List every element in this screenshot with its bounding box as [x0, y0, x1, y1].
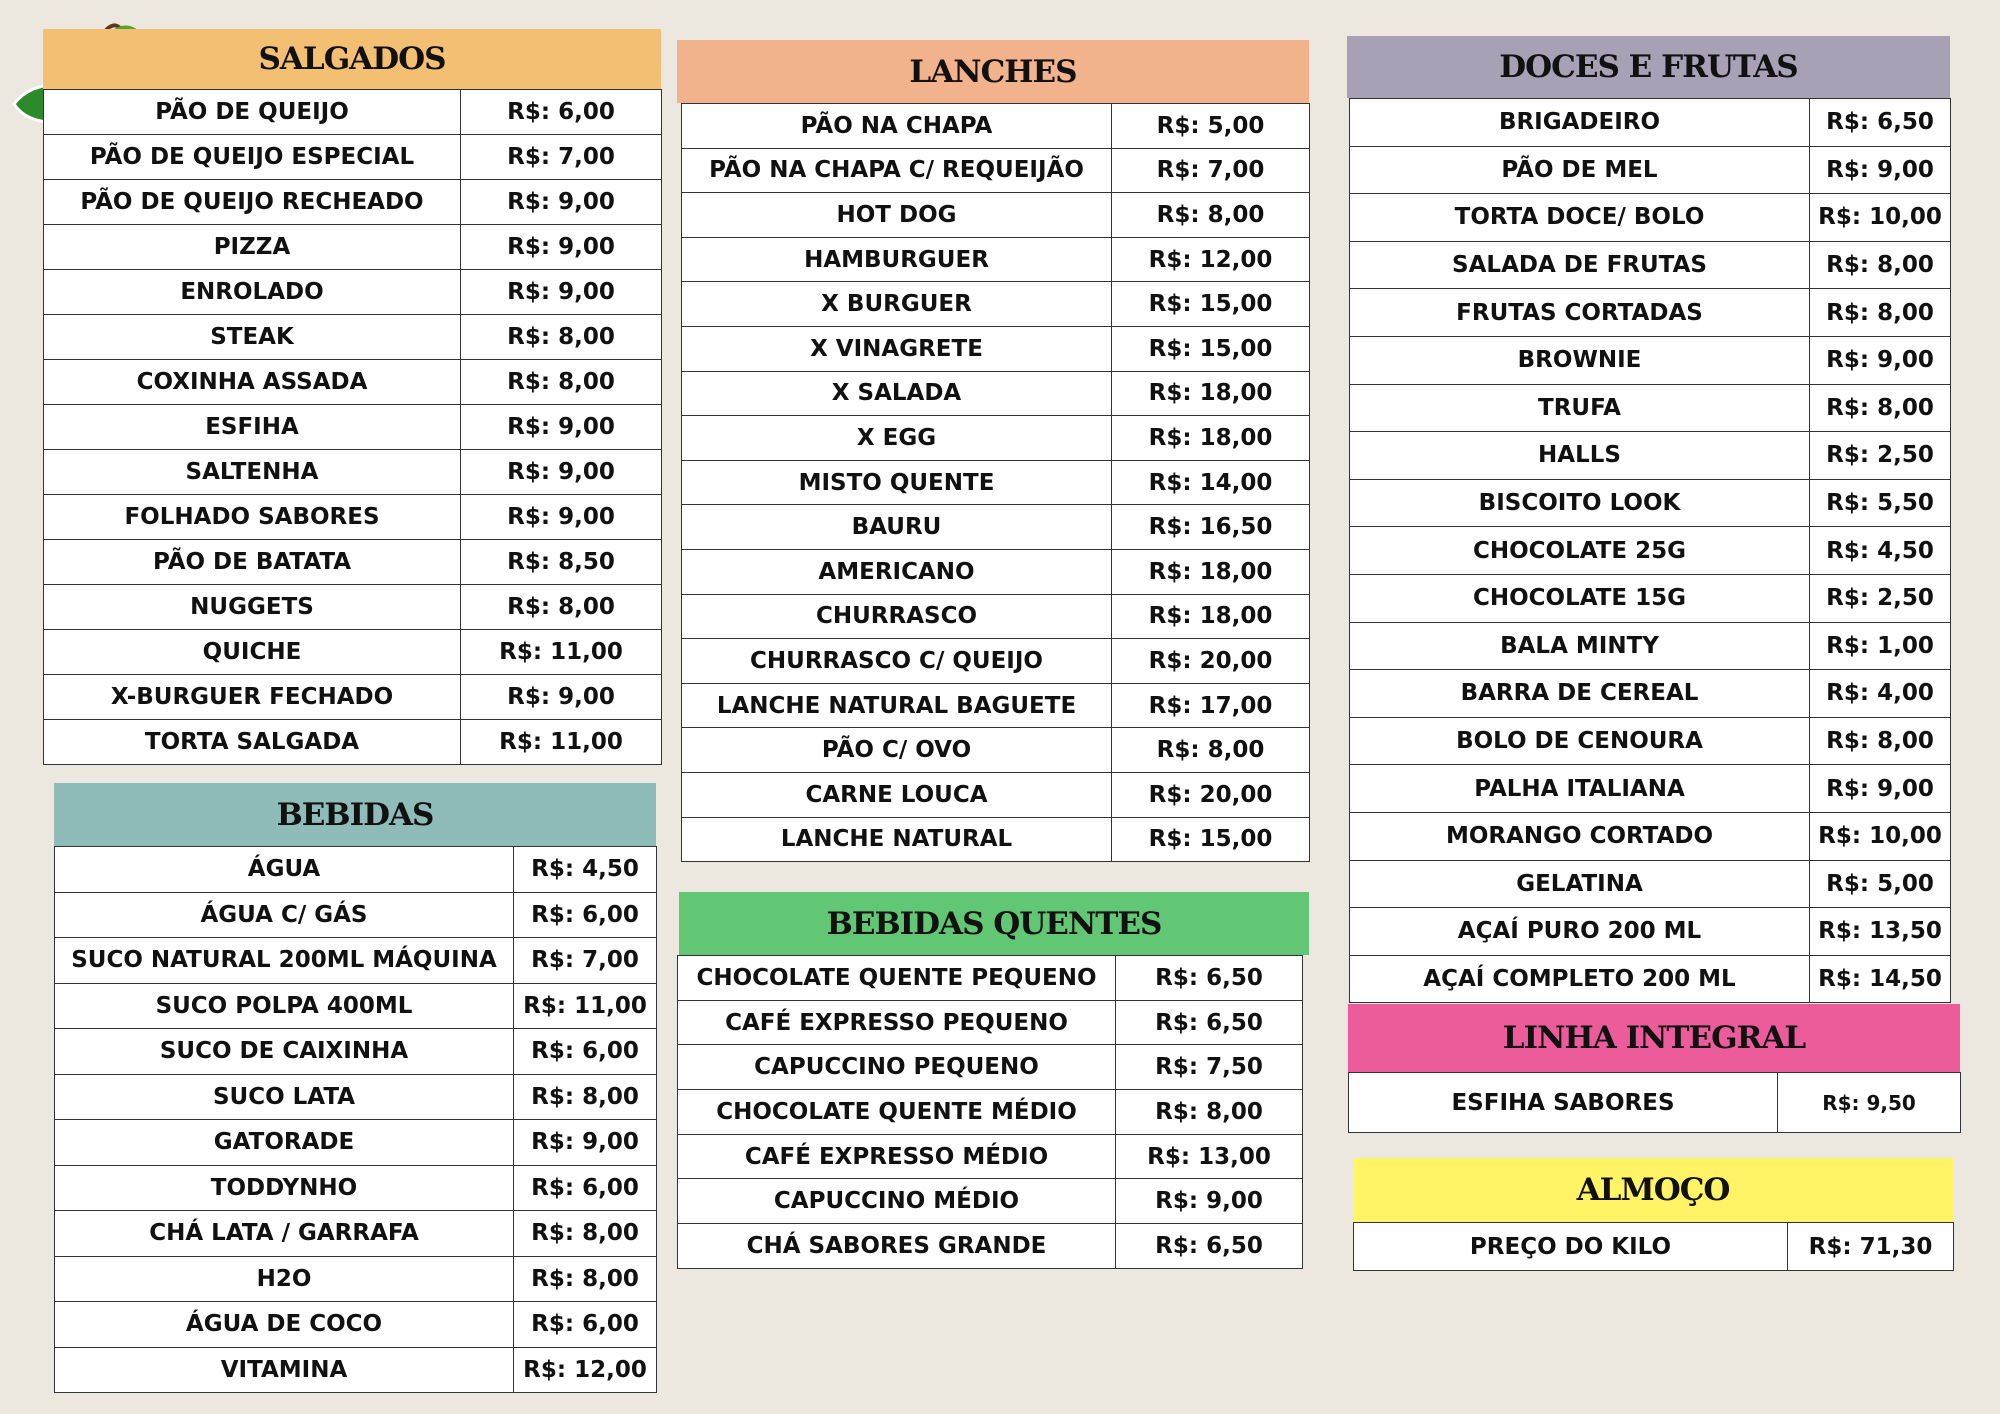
menu-row — [55, 892, 657, 938]
item-price: R$: 9,50 — [1778, 1073, 1961, 1133]
item-name: QUICHE — [44, 630, 461, 675]
menu-table — [677, 955, 1303, 1269]
item-price: R$: 11,00 — [514, 983, 657, 1029]
section-almoco — [1353, 1158, 1953, 1271]
menu-row — [682, 505, 1310, 550]
section-doces-frutas — [1347, 36, 1950, 1003]
item-price: R$: 6,00 — [514, 1165, 657, 1211]
item-price: R$: 4,00 — [1810, 670, 1951, 718]
menu-row — [44, 585, 662, 630]
menu-row — [1350, 717, 1951, 765]
menu-row — [678, 1000, 1303, 1045]
item-price: R$: 8,00 — [1810, 717, 1951, 765]
menu-row — [682, 416, 1310, 461]
item-name: LANCHE NATURAL BAGUETE — [682, 683, 1112, 728]
item-name: SALADA DE FRUTAS — [1350, 241, 1810, 289]
item-name: ESFIHA SABORES — [1349, 1073, 1778, 1133]
item-name: CHOCOLATE 15G — [1350, 574, 1810, 622]
item-name: PÃO C/ OVO — [682, 728, 1112, 773]
menu-row — [1350, 194, 1951, 242]
item-name: MISTO QUENTE — [682, 460, 1112, 505]
menu-row — [1350, 527, 1951, 575]
item-name: PÃO DE MEL — [1350, 146, 1810, 194]
item-price: R$: 5,50 — [1810, 479, 1951, 527]
item-price: R$: 15,00 — [1112, 326, 1310, 371]
menu-row — [44, 135, 662, 180]
item-name: BAURU — [682, 505, 1112, 550]
menu-row — [1350, 336, 1951, 384]
menu-row — [1350, 670, 1951, 718]
item-name: BISCOITO LOOK — [1350, 479, 1810, 527]
item-name: X-BURGUER FECHADO — [44, 675, 461, 720]
menu-table — [1353, 1222, 1954, 1271]
menu-row — [682, 104, 1310, 149]
item-name: SUCO POLPA 400ML — [55, 983, 514, 1029]
item-price: R$: 6,00 — [514, 1302, 657, 1348]
item-name: CAFÉ EXPRESSO PEQUENO — [678, 1000, 1116, 1045]
menu-row — [1350, 574, 1951, 622]
menu-row — [678, 1179, 1303, 1224]
item-price: R$: 6,00 — [514, 892, 657, 938]
menu-row — [682, 193, 1310, 238]
item-price: R$: 17,00 — [1112, 683, 1310, 728]
menu-row — [1350, 99, 1951, 147]
menu-row — [682, 460, 1310, 505]
menu-row — [44, 315, 662, 360]
item-price: R$: 5,00 — [1810, 860, 1951, 908]
item-price: R$: 18,00 — [1112, 371, 1310, 416]
item-name: PALHA ITALIANA — [1350, 765, 1810, 813]
item-price: R$: 7,00 — [461, 135, 662, 180]
item-name: ÁGUA DE COCO — [55, 1302, 514, 1348]
item-name: CAPUCCINO MÉDIO — [678, 1179, 1116, 1224]
section-title: ALMOÇO — [1353, 1158, 1953, 1222]
item-name: AÇAÍ PURO 200 ML — [1350, 908, 1810, 956]
item-name: NUGGETS — [44, 585, 461, 630]
menu-row — [682, 772, 1310, 817]
item-price: R$: 18,00 — [1112, 594, 1310, 639]
item-price: R$: 20,00 — [1112, 772, 1310, 817]
item-price: R$: 9,00 — [461, 180, 662, 225]
menu-row — [1350, 908, 1951, 956]
item-price: R$: 9,00 — [461, 405, 662, 450]
item-price: R$: 9,00 — [461, 225, 662, 270]
item-name: PÃO DE QUEIJO — [44, 90, 461, 135]
menu-row — [55, 1256, 657, 1302]
item-name: CHURRASCO C/ QUEIJO — [682, 639, 1112, 684]
item-name: SUCO DE CAIXINHA — [55, 1029, 514, 1075]
menu-row — [1350, 384, 1951, 432]
item-price: R$: 9,00 — [514, 1120, 657, 1166]
menu-row — [44, 630, 662, 675]
menu-row — [682, 817, 1310, 862]
item-price: R$: 8,00 — [1810, 289, 1951, 337]
menu-row — [682, 282, 1310, 327]
item-name: PREÇO DO KILO — [1354, 1223, 1788, 1271]
item-price: R$: 9,00 — [1810, 765, 1951, 813]
item-name: GATORADE — [55, 1120, 514, 1166]
menu-table — [54, 846, 657, 1393]
item-price: R$: 11,00 — [461, 630, 662, 675]
menu-row — [678, 1134, 1303, 1179]
item-price: R$: 7,00 — [1112, 148, 1310, 193]
menu-row — [44, 270, 662, 315]
item-price: R$: 10,00 — [1810, 812, 1951, 860]
item-name: HOT DOG — [682, 193, 1112, 238]
section-title: BEBIDAS QUENTES — [679, 892, 1309, 955]
menu-row — [682, 639, 1310, 684]
item-price: R$: 13,50 — [1810, 908, 1951, 956]
menu-row — [44, 90, 662, 135]
item-price: R$: 14,50 — [1810, 955, 1951, 1003]
menu-row — [678, 1090, 1303, 1135]
menu-row — [1354, 1223, 1954, 1271]
menu-row — [44, 450, 662, 495]
menu-row — [1350, 479, 1951, 527]
item-price: R$: 5,00 — [1112, 104, 1310, 149]
item-name: ESFIHA — [44, 405, 461, 450]
menu-row — [1350, 146, 1951, 194]
item-price: R$: 12,00 — [514, 1347, 657, 1393]
item-price: R$: 9,00 — [1810, 146, 1951, 194]
section-bebidas-quentes — [679, 892, 1309, 1269]
item-name: HALLS — [1350, 432, 1810, 480]
item-name: SALTENHA — [44, 450, 461, 495]
item-name: HAMBURGUER — [682, 237, 1112, 282]
item-price: R$: 2,50 — [1810, 574, 1951, 622]
item-price: R$: 11,00 — [461, 720, 662, 765]
item-name: COXINHA ASSADA — [44, 360, 461, 405]
section-title: BEBIDAS — [54, 783, 656, 846]
item-price: R$: 6,50 — [1116, 956, 1303, 1001]
item-name: X EGG — [682, 416, 1112, 461]
item-name: ÁGUA C/ GÁS — [55, 892, 514, 938]
item-price: R$: 20,00 — [1112, 639, 1310, 684]
item-name: CHOCOLATE QUENTE PEQUENO — [678, 956, 1116, 1001]
menu-row — [1350, 622, 1951, 670]
item-price: R$: 8,00 — [514, 1074, 657, 1120]
menu-row — [1350, 289, 1951, 337]
item-name: PÃO NA CHAPA C/ REQUEIJÃO — [682, 148, 1112, 193]
item-name: CHOCOLATE 25G — [1350, 527, 1810, 575]
menu-row — [55, 1074, 657, 1120]
menu-row — [55, 983, 657, 1029]
item-price: R$: 7,00 — [514, 938, 657, 984]
menu-table — [1349, 98, 1951, 1003]
item-price: R$: 8,00 — [1810, 384, 1951, 432]
item-price: R$: 18,00 — [1112, 416, 1310, 461]
item-price: R$: 9,00 — [1116, 1179, 1303, 1224]
item-name: FRUTAS CORTADAS — [1350, 289, 1810, 337]
menu-row — [1350, 765, 1951, 813]
menu-row — [1350, 241, 1951, 289]
menu-row — [682, 237, 1310, 282]
item-name: STEAK — [44, 315, 461, 360]
item-name: CHOCOLATE QUENTE MÉDIO — [678, 1090, 1116, 1135]
item-name: BRIGADEIRO — [1350, 99, 1810, 147]
item-name: PÃO NA CHAPA — [682, 104, 1112, 149]
item-name: PÃO DE QUEIJO RECHEADO — [44, 180, 461, 225]
item-name: H2O — [55, 1256, 514, 1302]
menu-row — [44, 675, 662, 720]
item-price: R$: 7,50 — [1116, 1045, 1303, 1090]
item-name: CAPUCCINO PEQUENO — [678, 1045, 1116, 1090]
item-name: PÃO DE QUEIJO ESPECIAL — [44, 135, 461, 180]
item-price: R$: 9,00 — [1810, 336, 1951, 384]
item-price: R$: 15,00 — [1112, 817, 1310, 862]
item-name: BARRA DE CEREAL — [1350, 670, 1810, 718]
item-price: R$: 71,30 — [1788, 1223, 1954, 1271]
item-name: CARNE LOUCA — [682, 772, 1112, 817]
item-name: CHÁ LATA / GARRAFA — [55, 1211, 514, 1257]
section-title: SALGADOS — [43, 29, 661, 89]
item-name: CHÁ SABORES GRANDE — [678, 1224, 1116, 1269]
menu-row — [678, 1224, 1303, 1269]
item-price: R$: 16,50 — [1112, 505, 1310, 550]
section-linha-integral — [1348, 1004, 1960, 1133]
menu-row — [44, 180, 662, 225]
section-salgados — [43, 29, 661, 765]
item-name: GELATINA — [1350, 860, 1810, 908]
menu-table — [43, 89, 662, 765]
item-price: R$: 4,50 — [1810, 527, 1951, 575]
item-name: VITAMINA — [55, 1347, 514, 1393]
item-name: ENROLADO — [44, 270, 461, 315]
menu-row — [678, 1045, 1303, 1090]
item-price: R$: 8,00 — [1810, 241, 1951, 289]
menu-row — [44, 225, 662, 270]
item-name: SUCO NATURAL 200ML MÁQUINA — [55, 938, 514, 984]
menu-row — [55, 938, 657, 984]
item-name: TORTA DOCE/ BOLO — [1350, 194, 1810, 242]
menu-row — [1350, 432, 1951, 480]
item-price: R$: 4,50 — [514, 847, 657, 893]
item-price: R$: 15,00 — [1112, 282, 1310, 327]
item-name: X SALADA — [682, 371, 1112, 416]
item-price: R$: 8,00 — [461, 315, 662, 360]
item-name: PÃO DE BATATA — [44, 540, 461, 585]
item-name: CHURRASCO — [682, 594, 1112, 639]
menu-table — [681, 103, 1310, 862]
item-price: R$: 9,00 — [461, 675, 662, 720]
menu-row — [44, 495, 662, 540]
menu-row — [1350, 812, 1951, 860]
section-title: LINHA INTEGRAL — [1348, 1004, 1960, 1072]
menu-row — [44, 405, 662, 450]
item-price: R$: 8,00 — [1116, 1090, 1303, 1135]
item-price: R$: 6,50 — [1116, 1000, 1303, 1045]
item-name: LANCHE NATURAL — [682, 817, 1112, 862]
menu-row — [55, 1165, 657, 1211]
item-price: R$: 13,00 — [1116, 1134, 1303, 1179]
menu-row — [1350, 955, 1951, 1003]
item-name: MORANGO CORTADO — [1350, 812, 1810, 860]
menu-row — [682, 683, 1310, 728]
item-name: SUCO LATA — [55, 1074, 514, 1120]
item-name: FOLHADO SABORES — [44, 495, 461, 540]
item-name: BALA MINTY — [1350, 622, 1810, 670]
menu-row — [55, 1347, 657, 1393]
item-price: R$: 8,00 — [514, 1211, 657, 1257]
menu-row — [55, 1211, 657, 1257]
menu-table — [1348, 1072, 1961, 1133]
item-price: R$: 9,00 — [461, 270, 662, 315]
item-price: R$: 6,50 — [1116, 1224, 1303, 1269]
item-name: X BURGUER — [682, 282, 1112, 327]
item-price: R$: 8,00 — [461, 360, 662, 405]
item-name: X VINAGRETE — [682, 326, 1112, 371]
item-name: TRUFA — [1350, 384, 1810, 432]
item-price: R$: 8,00 — [461, 585, 662, 630]
item-name: PIZZA — [44, 225, 461, 270]
item-price: R$: 8,00 — [1112, 193, 1310, 238]
item-price: R$: 10,00 — [1810, 194, 1951, 242]
item-name: CAFÉ EXPRESSO MÉDIO — [678, 1134, 1116, 1179]
item-name: BOLO DE CENOURA — [1350, 717, 1810, 765]
menu-row — [1349, 1073, 1961, 1133]
menu-row — [55, 1029, 657, 1075]
item-price: R$: 8,50 — [461, 540, 662, 585]
item-price: R$: 6,00 — [514, 1029, 657, 1075]
menu-row — [55, 1120, 657, 1166]
menu-row — [682, 728, 1310, 773]
item-price: R$: 8,00 — [514, 1256, 657, 1302]
item-price: R$: 12,00 — [1112, 237, 1310, 282]
menu-row — [55, 847, 657, 893]
menu-row — [44, 360, 662, 405]
item-price: R$: 9,00 — [461, 495, 662, 540]
menu-row — [55, 1302, 657, 1348]
item-name: AÇAÍ COMPLETO 200 ML — [1350, 955, 1810, 1003]
menu-row — [682, 326, 1310, 371]
menu-row — [682, 594, 1310, 639]
menu-row — [678, 956, 1303, 1001]
item-price: R$: 8,00 — [1112, 728, 1310, 773]
item-price: R$: 18,00 — [1112, 549, 1310, 594]
item-name: TORTA SALGADA — [44, 720, 461, 765]
item-name: ÁGUA — [55, 847, 514, 893]
item-price: R$: 6,00 — [461, 90, 662, 135]
menu-row — [682, 371, 1310, 416]
item-name: TODDYNHO — [55, 1165, 514, 1211]
section-lanches — [677, 40, 1309, 862]
item-price: R$: 9,00 — [461, 450, 662, 495]
menu-row — [44, 540, 662, 585]
item-name: AMERICANO — [682, 549, 1112, 594]
section-bebidas — [54, 783, 656, 1393]
menu-row — [682, 549, 1310, 594]
section-title: DOCES E FRUTAS — [1347, 36, 1950, 98]
menu-row — [44, 720, 662, 765]
item-price: R$: 6,50 — [1810, 99, 1951, 147]
item-price: R$: 1,00 — [1810, 622, 1951, 670]
section-title: LANCHES — [677, 40, 1309, 103]
menu-row — [1350, 860, 1951, 908]
item-name: BROWNIE — [1350, 336, 1810, 384]
item-price: R$: 14,00 — [1112, 460, 1310, 505]
item-price: R$: 2,50 — [1810, 432, 1951, 480]
menu-row — [682, 148, 1310, 193]
